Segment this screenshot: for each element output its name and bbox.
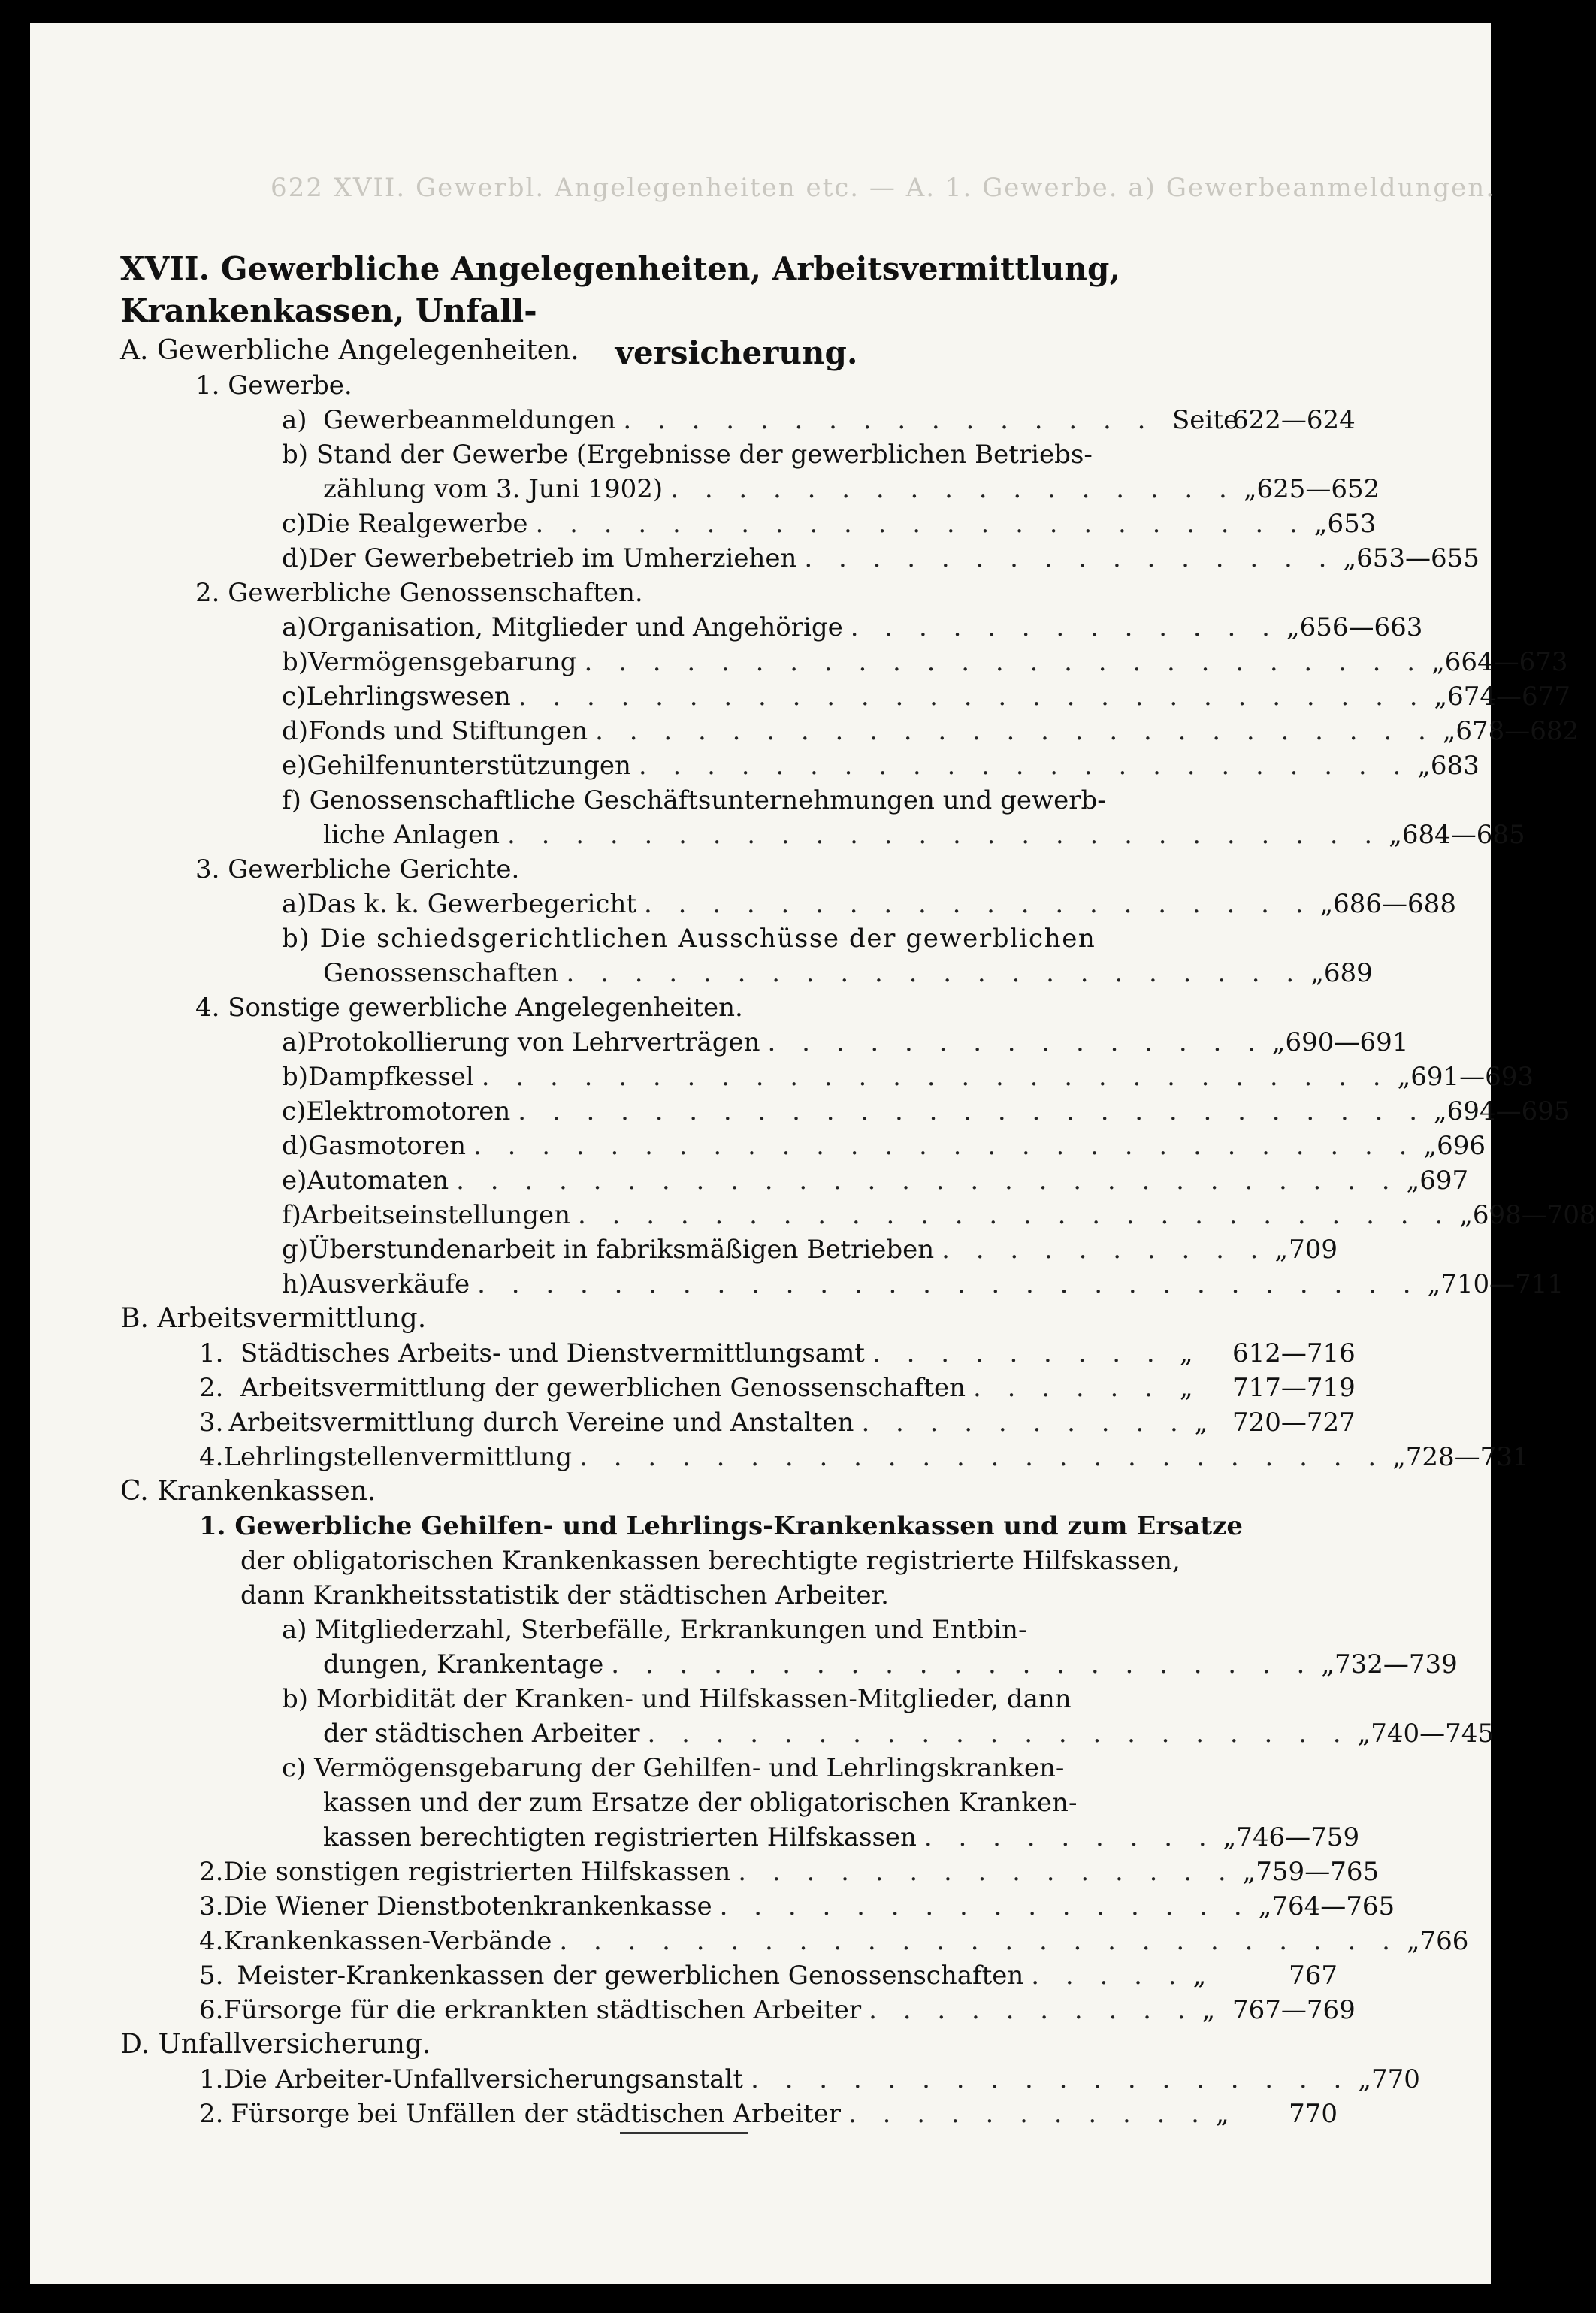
subheading-genossenschaften: 2. Gewerbliche Genossenschaften. [195,578,643,608]
section-a-heading: A. Gewerbliche Angelegenheiten. [120,335,579,366]
toc-entry: 4. Lehrlingstellenvermittlung . . . . . . . . . . . . . . . . . . . . . . . . „ 728—731 [199,1442,1529,1472]
toc-entry-line: dann Krankheitsstatistik der städtischen Arbeiter. [240,1580,889,1610]
toc-entry: 1. Städtisches Arbeits- und Dienstvermittlungsamt . . . . . . . . . „ 612—716 [199,1338,1356,1368]
toc-entry: c) Die Realgewerbe . . . . . . . . . . . . . . . . . . . . . . . „ 653 [282,509,1377,539]
toc-entry: d) Fonds und Stiftungen . . . . . . . . . . . . . . . . . . . . . . . . . „ 678—682 [282,716,1579,746]
toc-entry: a) Das k. k. Gewerbegericht . . . . . . . . . . . . . . . . . . . . „ 686—688 [282,889,1456,919]
toc-entry: c) Elektromotoren . . . . . . . . . . . . . . . . . . . . . . . . . . . „ 694—695 [282,1096,1570,1126]
toc-entry: 3. Arbeitsvermittlung durch Vereine und Anstalten . . . . . . . . . . „ 720—727 [199,1407,1356,1438]
toc-entry-line: f) Genossenschaftliche Geschäftsunternehmungen und gewerb- [282,785,1106,815]
toc-entry: a) Gewerbeanmeldungen . . . . . . . . . . . . . . . . Seite 622—624 [282,405,1356,435]
toc-entry: b) Vermögensgebarung . . . . . . . . . . . . . . . . . . . . . . . . . „ 664—673 [282,647,1568,677]
toc-entry: c) Lehrlingswesen . . . . . . . . . . . . . . . . . . . . . . . . . . . „ 674—677 [282,682,1570,712]
toc-entry: d) Der Gewerbebetrieb im Umherziehen . . . . . . . . . . . . . . . . „ 653—655 [282,543,1480,573]
toc-entry: 6. Fürsorge für die erkrankten städtischen Arbeiter . . . . . . . . . . „ 767—769 [199,1995,1356,2025]
toc-entry-line: 1. Gewerbliche Gehilfen- und Lehrlings-Krankenkassen und zum Ersatze [199,1511,1243,1541]
running-header-bleedthrough: 622 XVII. Gewerbl. Angelegenheiten etc. — A. 1. Gewerbe. a) Gewerbeanmeldungen. [271,173,1495,203]
section-c-heading: C. Krankenkassen. [120,1476,376,1507]
toc-entry-line: b) Die schiedsgerichtlichen Ausschüsse der gewerblichen [282,924,1096,954]
section-b-heading: B. Arbeitsvermittlung. [120,1303,427,1334]
subheading-gewerbe: 1. Gewerbe. [195,370,352,401]
toc-entry-line: b) Morbidität der Kranken- und Hilfskassen-Mitglieder, dann [282,1684,1072,1714]
toc-entry: e) Automaten . . . . . . . . . . . . . . . . . . . . . . . . . . . . „ 697 [282,1166,1469,1196]
toc-entry: a) Organisation, Mitglieder und Angehörige . . . . . . . . . . . . . „ 656—663 [282,612,1423,642]
toc-entry: 2. Arbeitsvermittlung der gewerblichen Genossenschaften . . . . . . „ 717—719 [199,1373,1356,1403]
toc-entry-line: der obligatorischen Krankenkassen berechtigte registrierte Hilfskassen, [240,1546,1180,1576]
toc-entry: 2. Fürsorge bei Unfällen der städtischen Arbeiter . . . . . . . . . . . „ 770 [199,2099,1338,2129]
toc-entry: h) Ausverkäufe . . . . . . . . . . . . . . . . . . . . . . . . . . . . „ 710—711 [282,1269,1564,1299]
toc-entry: g) Überstundenarbeit in fabriksmäßigen Betrieben . . . . . . . . . . „ 709 [282,1235,1338,1265]
toc-entry-line: c) Vermögensgebarung der Gehilfen- und Lehrlingskranken- [282,1753,1065,1783]
document-page [30,23,1596,2284]
toc-entry: 3. Die Wiener Dienstbotenkrankenkasse . . . . . . . . . . . . . . . . „ 764—765 [199,1891,1395,1921]
toc-entry: b) Dampfkessel . . . . . . . . . . . . . . . . . . . . . . . . . . . „ 691—693 [282,1062,1534,1092]
toc-entry: liche Anlagen . . . . . . . . . . . . . . . . . . . . . . . . . . „ 684—685 [323,820,1525,850]
subheading-sonstige: 4. Sonstige gewerbliche Angelegenheiten. [195,993,743,1023]
toc-entry: f) Arbeitseinstellungen . . . . . . . . . . . . . . . . . . . . . . . . . . „ 698—708 [282,1200,1596,1230]
chapter-title-line1: XVII. Gewerbliche Angelegenheiten, Arbeitsvermittlung, Krankenkassen, Unfall- [120,250,1120,329]
toc-entry: a) Protokollierung von Lehrverträgen . . . . . . . . . . . . . . . „ 690—691 [282,1027,1409,1057]
toc-entry: d) Gasmotoren . . . . . . . . . . . . . . . . . . . . . . . . . . . . „ 696 [282,1131,1486,1161]
chapter-title-line2: versicherung. [615,334,858,371]
subheading-gerichte: 3. Gewerbliche Gerichte. [195,854,520,884]
toc-entry: der städtischen Arbeiter . . . . . . . . . . . . . . . . . . . . . „ 740—745 [323,1719,1494,1749]
toc-entry: e) Gehilfenunterstützungen . . . . . . . . . . . . . . . . . . . . . . . „ 683 [282,751,1480,781]
toc-entry: 1. Die Arbeiter-Unfallversicherungsanstalt . . . . . . . . . . . . . . . . . . „ 770 [199,2064,1420,2094]
toc-entry-line: kassen und der zum Ersatze der obligatorischen Kranken- [323,1788,1078,1818]
closing-rule [620,2132,748,2134]
section-d-heading: D. Unfallversicherung. [120,2029,431,2060]
toc-entry: 4. Krankenkassen-Verbände . . . . . . . . . . . . . . . . . . . . . . . . . „ 766 [199,1926,1469,1956]
toc-entry: 5. Meister-Krankenkassen der gewerblichen Genossenschaften . . . . . „ 767 [199,1961,1338,1991]
toc-entry: kassen berechtigten registrierten Hilfskassen . . . . . . . . . „ 746—759 [323,1822,1360,1852]
toc-entry: Genossenschaften . . . . . . . . . . . . . . . . . . . . . . „ 689 [323,958,1373,988]
toc-entry: zählung vom 3. Juni 1902) . . . . . . . . . . . . . . . . . „ 625—652 [323,474,1380,504]
toc-entry-line: b) Stand der Gewerbe (Ergebnisse der gewerblichen Betriebs- [282,440,1093,470]
toc-entry: dungen, Krankentage . . . . . . . . . . . . . . . . . . . . . „ 732—739 [323,1649,1458,1680]
toc-entry-line: a) Mitgliederzahl, Sterbefälle, Erkrankungen und Entbin- [282,1615,1027,1645]
toc-entry: 2. Die sonstigen registrierten Hilfskassen . . . . . . . . . . . . . . . „ 759—765 [199,1857,1380,1887]
